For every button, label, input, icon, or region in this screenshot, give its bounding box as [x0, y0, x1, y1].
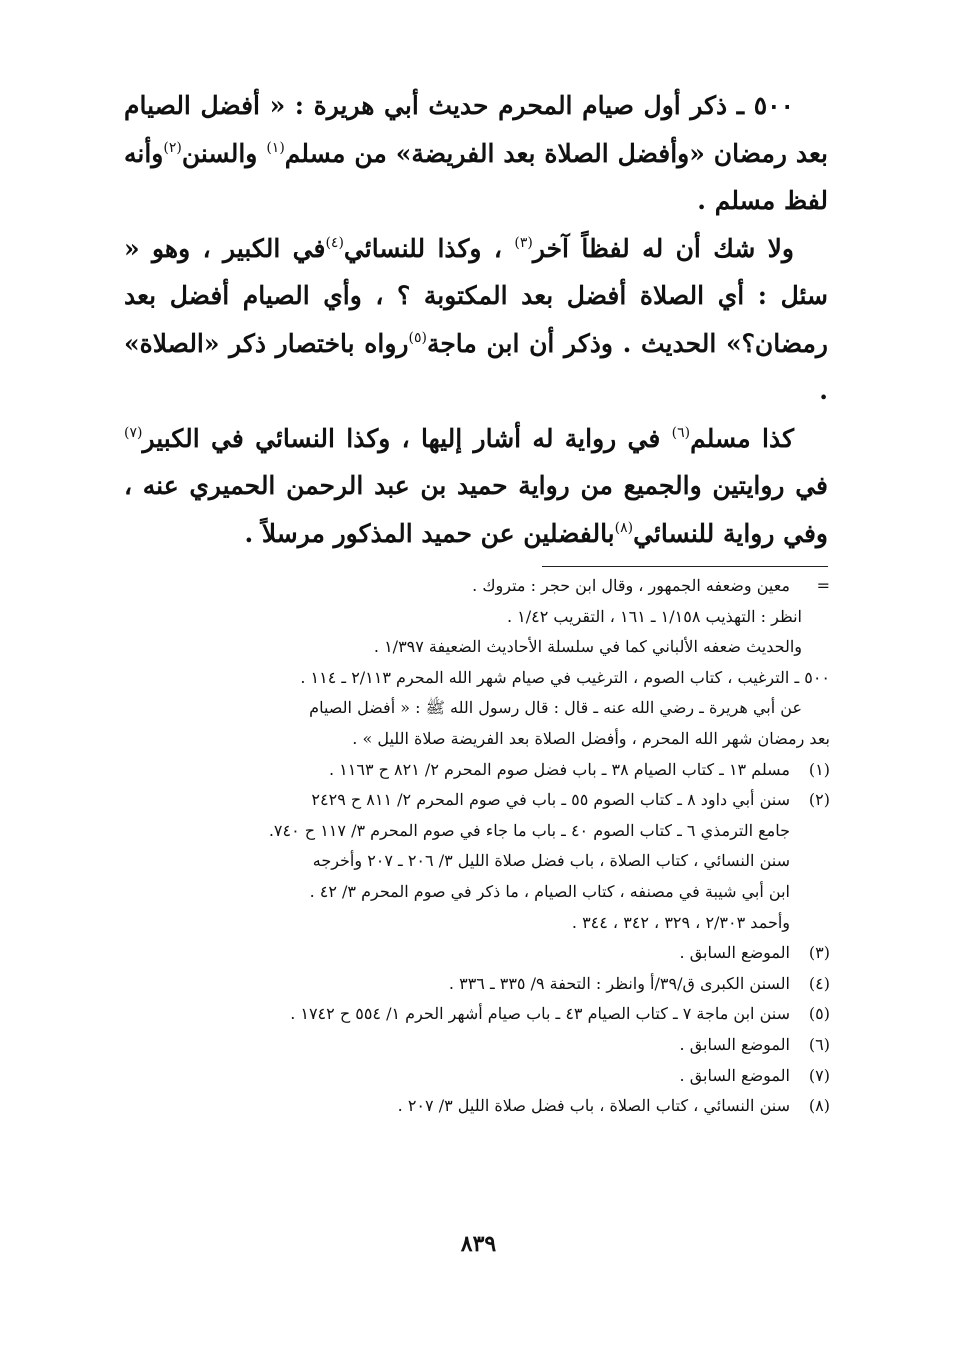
footnote-1: (١) مسلم ١٣ ـ كتاب الصيام ٣٨ ـ باب فضل صوم المحرم ٢/ ٨٢١ ح ١١٦٣ . [329, 759, 830, 779]
footnote-line: عن أبي هريرة ـ رضي الله عنه ـ قال : قال رسول الله ﷺ : « أفضل الصيام [309, 698, 802, 718]
footnote-ref-5[interactable]: (٥) [408, 329, 427, 346]
page-number: ٨٣٩ [460, 1231, 497, 1257]
footnote-line: سنن النسائي ، كتاب الصلاة ، باب فضل صلاة الليل ٣/ ٢٠٦ ـ ٢٠٧ وأخرجه [312, 851, 790, 871]
footnote-ref-3[interactable]: (٣) [514, 234, 533, 251]
footnote-2: (٢) سنن أبي داود ٨ ـ كتاب الصوم ٥٥ ـ باب في صوم المحرم ٢/ ٨١١ ح ٢٤٢٩ [311, 790, 830, 810]
paragraph-3: كذا مسلم$^{(٦)}$ في رواية له أشار إليها ، وكذا النسائي في الكبير$^{(٧)}$ في روايتين والجميع من رواية حميد بن عبد الرحمن الحميري عنه ، وفي رواية للنسائي$^{(٨)}$بالفضلين عن حميد المذكور مرسلاً . [124, 423, 828, 548]
footnote-5: (٥) سنن ابن ماجة ٧ ـ كتاب الصيام ٤٣ ـ باب صيام أشهر الحرم ١/ ٥٥٤ ح ١٧٤٢ . [290, 1004, 830, 1024]
footnote-ref-7[interactable]: (٧) [124, 424, 143, 441]
footnote-7: (٧) الموضع السابق . [679, 1065, 830, 1085]
footnote-3: (٣) الموضع السابق . [679, 943, 830, 963]
footnote-ref-8[interactable]: (٨) [614, 519, 634, 536]
footnote-ref-2[interactable]: (٢) [163, 139, 182, 156]
footnote-8: (٨) سنن النسائي ، كتاب الصلاة ، باب فضل صلاة الليل ٣/ ٢٠٧ . [397, 1096, 830, 1116]
footnote-ref-6[interactable]: (٦) [671, 424, 691, 441]
footnote-6: (٦) الموضع السابق . [679, 1034, 830, 1054]
footnote-line: وأحمد ٢/٣٠٣ ، ٣٢٩ ، ٣٤٢ ، ٣٤٤ . [571, 912, 790, 932]
footnote-line: والحديث ضعفه الألباني كما في سلسلة الأحاديث الضعيفة ١/٣٩٧ . [373, 637, 802, 657]
footnote-line: بعد رمضان شهر الله المحرم ، وأفضل الصلاة بعد الفريضة صلاة الليل » . [352, 728, 830, 748]
footnote-4: (٤) السنن الكبرى ق/٣٩/أ وانظر : التحفة ٩/ ٣٣٥ ـ ٣٣٦ . [448, 973, 830, 993]
footnote-line: جامع الترمذي ٦ ـ كتاب الصوم ٤٠ ـ باب ما جاء في صوم المحرم ٣/ ١١٧ ح ٧٤٠. [268, 820, 790, 840]
footnote-continued: = معين وضعفه الجمهور ، وقال ابن حجر : متروك . [472, 576, 830, 595]
footnote-ref-4[interactable]: (٤) [325, 234, 344, 251]
paragraph-500: ٥٠٠ ـ ذكر أول صيام المحرم حديث أبي هريرة : « أفضل الصيام بعد رمضان «وأفضل الصلاة بعد الفريضة» من مسلم$^{(١)}$ والسنن$^{(٢)}$وأنه لفظ مسلم . [124, 91, 828, 215]
footnote-line: انظر : التهذيب ١/١٥٨ ـ ١٦١ ، التقريب ١/٤٢ . [507, 606, 802, 626]
paragraph-2: ولا شك أن له لفظاً آخر$^{(٣)}$ ، وكذا للنسائي$^{(٤)}$في الكبير ، وهو « سئل : أي الصلاة أفضل بعد المكتوبة ؟ ، وأي الصيام أفضل بعد رمضان؟» الحديث . وذكر أن ابن ماجة$^{(٥)}$رواه باختصار ذكر «الصلاة» . [124, 233, 828, 405]
footnotes [124, 571, 830, 1122]
main-text [124, 82, 828, 557]
footnote-ref-1[interactable]: (١) [266, 139, 285, 156]
footnote-500: ٥٠٠ ـ الترغيب ، كتاب الصوم ، الترغيب في صيام شهر الله المحرم ٢/١١٣ ـ ١١٤ . [300, 667, 830, 687]
footnote-separator [542, 566, 828, 567]
footnote-line: ابن أبي شيبة في مصنفه ، كتاب الصيام ، ما ذكر في صوم المحرم ٣/ ٤٢ . [309, 881, 790, 901]
